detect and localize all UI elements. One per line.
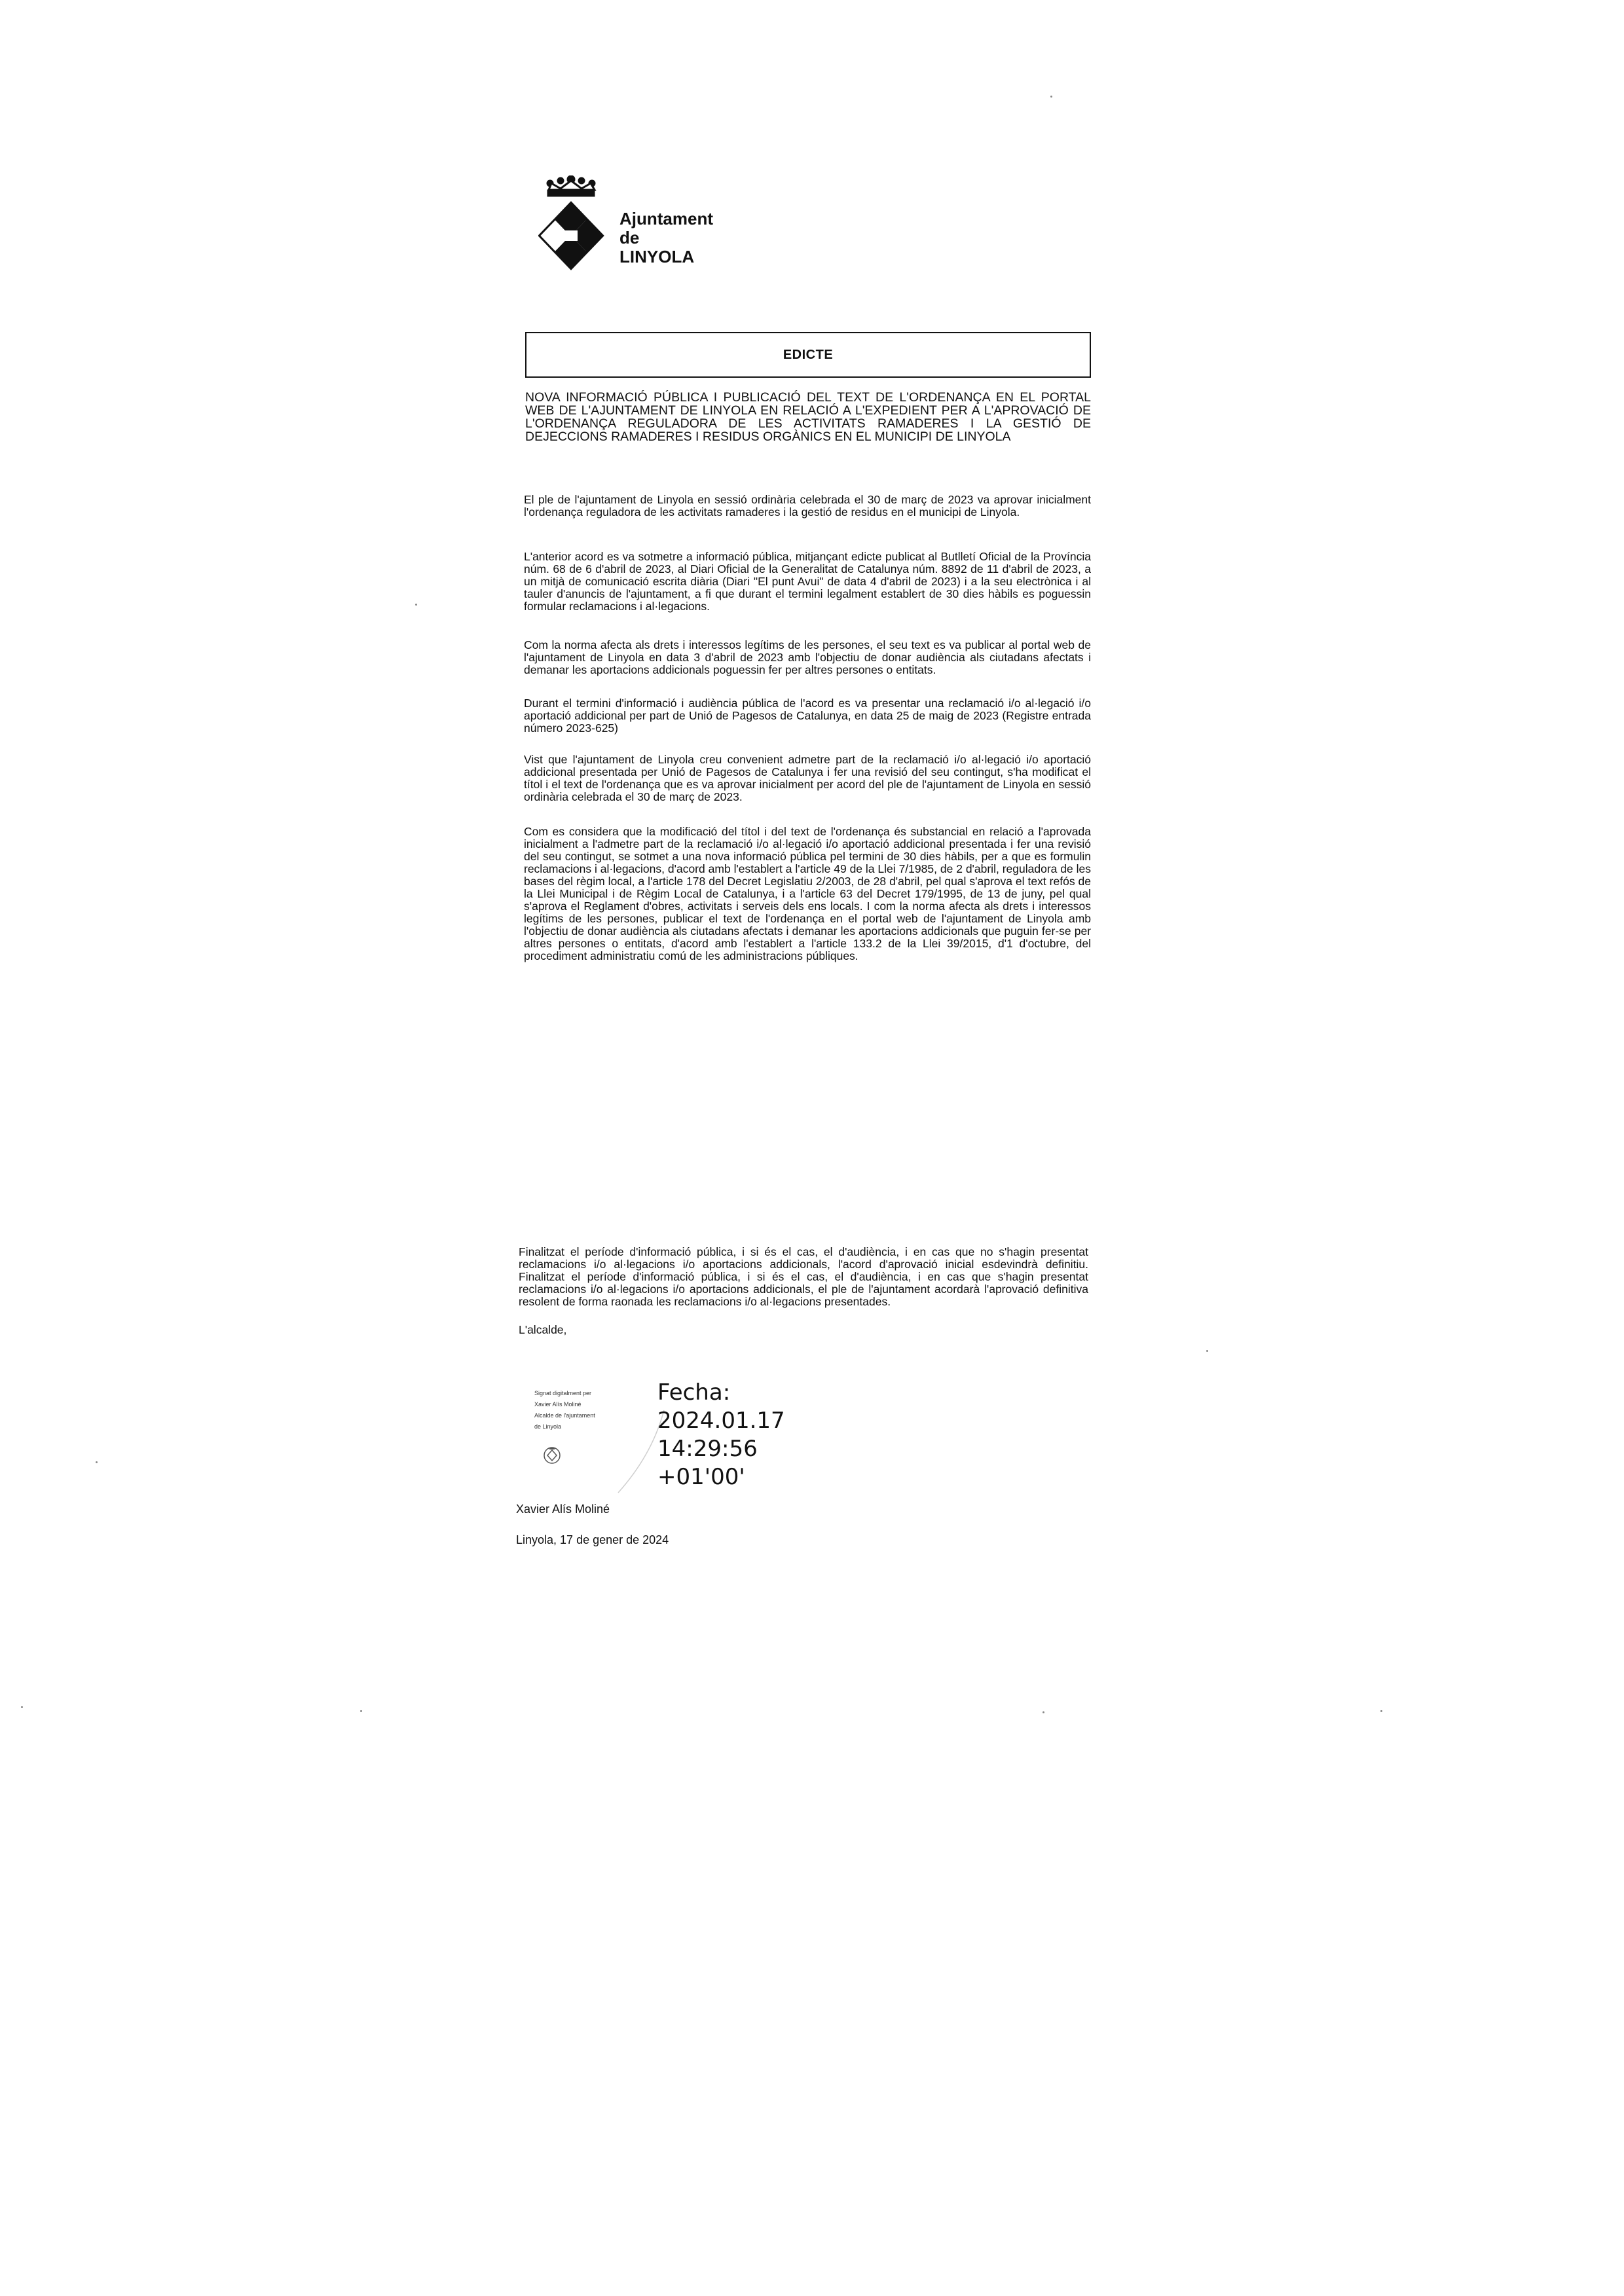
scan-speck	[360, 1710, 362, 1712]
body-paragraph-6	[524, 826, 1091, 978]
digital-signature	[534, 1379, 796, 1494]
paragraph: Durant el termini d'informació i audiència pública de l'acord es va presentar una reclamació i/o al·legació i/o aportació addicional per part de Unió de Pagesos de Catalunya, en data 25 de maig de 2023 (Registre entrada número 2023-625)	[524, 697, 1091, 735]
timestamp-date: 2024.01.17	[657, 1408, 785, 1434]
paragraph: Vist que l'ajuntament de Linyola creu convenient admetre part de la reclamació i/o al·legació i/o aportació addicional presentada per Unió de Pagesos de Catalunya i fer una revisió del seu contingut, s'ha modificat el títol i el text de l'ordenança que es va aprovar inicialment per acord del ple de l'ajuntament de Linyola en sessió ordinària celebrada el 30 de març de 2023.	[524, 753, 1091, 803]
scan-speck	[1206, 1350, 1208, 1352]
body-paragraph-1	[524, 494, 1091, 534]
seal-icon	[542, 1446, 562, 1465]
paragraph: L'anterior acord es va sotmetre a informació pública, mitjançant edicte publicat al Butlletí Oficial de la Província núm. 68 de 6 d'abril de 2023, al Diari Oficial de la Generalitat de Catalunya núm. 8892 de 11 d'abril de 2023, a un mitjà de comunicació escrita diària (Diari "El punt Avui" de data 4 d'abril de 2023) i a la seu electrònica i al tauler d'anuncis de l'ajuntament, a fi que durant el termini legalment establert de 30 dies hàbils es poguessin formular reclamacions i al·legacions.	[524, 550, 1091, 613]
timestamp-offset: +01'00'	[657, 1464, 745, 1490]
place-and-date: Linyola, 17 de gener de 2024	[516, 1533, 669, 1546]
closing-paragraph: Finalitzat el període d'informació pública, i si és el cas, el d'audiència, i en cas que no s'hagin presentat reclamacions i/o al·legacions i/o aportacions addicionals, l'acord d'aprovació inicial esdevindrà definitiu. Finalitzat el període d'informació pública, i si és el cas, el d'audiència, i en cas que s'hagin presentat reclamacions i/o al·legacions i/o aportacions addicionals, el ple de l'ajuntament acordarà l'aprovació definitiva resolent de forma raonada les reclamacions i/o al·legacions presentades.	[519, 1245, 1088, 1308]
paragraph: El ple de l'ajuntament de Linyola en sessió ordinària celebrada el 30 de març de 2023 va aprovar inicialment l'ordenança reguladora de les activitats ramaderes i la gestió de residus en el municipi de Linyola.	[524, 493, 1091, 519]
scan-speck	[1380, 1710, 1382, 1712]
signature-line-1: Signat digitalment per	[534, 1390, 592, 1396]
body-paragraph-2	[524, 551, 1091, 629]
signature-line-2: Xavier Alís Moliné	[534, 1401, 581, 1408]
scan-speck	[21, 1706, 23, 1708]
scan-speck	[415, 604, 417, 606]
body-paragraph-4	[524, 697, 1091, 750]
logo-line-3: LINYOLA	[619, 247, 695, 266]
body-paragraph-5	[524, 754, 1091, 819]
scan-speck	[1043, 1711, 1044, 1713]
closing-section	[519, 1246, 1088, 1351]
scan-speck	[96, 1461, 98, 1463]
logo-line-1: Ajuntament	[619, 209, 713, 228]
document-subject: NOVA INFORMACIÓ PÚBLICA I PUBLICACIÓ DEL TEXT DE L'ORDENANÇA EN EL PORTAL WEB DE L'AJUNTAMENT DE LINYOLA EN RELACIÓ A L'EXPEDIENT PER A L'APROVACIÓ DE L'ORDENANÇA REGULADORA DE LES ACTIVITATS RAMADERES I LA GESTIÓ DE DEJECCIONS RAMADERES I RESIDUS ORGÀNICS EN EL MUNICIPI DE LINYOLA	[525, 390, 1091, 444]
document-title-box	[525, 332, 1091, 378]
salutation: L'alcalde,	[519, 1323, 567, 1336]
body-paragraph-3	[524, 639, 1091, 692]
municipal-logo	[538, 175, 735, 280]
signer-name: Xavier Alís Moliné	[516, 1503, 610, 1516]
scan-speck	[1050, 96, 1052, 98]
signature-timestamp	[657, 1379, 785, 1491]
signature-line-4: de Linyola	[534, 1423, 562, 1430]
signature-details	[534, 1388, 619, 1432]
paragraph: Com es considera que la modificació del títol i del text de l'ordenança és substancial en relació a l'aprovada inicialment a l'admetre part de la reclamació i/o al·legació i/o aportació addicional presentada i fer una revisió del seu contingut, se sotmet a una nova informació pública pel termini de 30 dies hàbils, per a que es formulin reclamacions i al·legacions, d'acord amb l'establert a l'article 49 de la Llei 7/1985, de 2 d'abril, reguladora de les bases del règim local, a l'article 178 del Decret Legislatiu 2/2003, de 28 d'abril, pel qual s'aprova el text refós de la Llei Municipal i de Règim Local de Catalunya, i a l'article 63 del Decret 179/1995, de 13 de juny, pel qual s'aprova el Reglament d'obres, activitats i serveis dels ens locals. I com la norma afecta als drets i interessos legítims de les persones, publicar el text de l'ordenança en el portal web de l'ajuntament de Linyola amb l'objectiu de donar audiència als ciutadans afectats i demanar les aportacions addicionals que puguin fer-se per altres persones o entitats, d'acord amb l'establert a l'article 133.2 de la Llei 39/2015, d'1 d'octubre, del procediment administratiu comú de les administracions públiques.	[524, 825, 1091, 962]
timestamp-label: Fecha:	[657, 1379, 731, 1406]
signature-line-3: Alcalde de l'ajuntament	[534, 1412, 595, 1419]
logo-line-2: de	[619, 228, 640, 247]
timestamp-time: 14:29:56	[657, 1436, 758, 1462]
logo-wordmark	[619, 210, 713, 266]
paragraph: Com la norma afecta als drets i interessos legítims de les persones, el seu text es va publicar al portal web de l'ajuntament de Linyola en data 3 d'abril de 2023 amb l'objectiu de donar audiència als ciutadans afectats i demanar les aportacions addicionals poguessin fer per altres persones o entitats.	[524, 638, 1091, 676]
document-title: EDICTE	[783, 347, 834, 362]
